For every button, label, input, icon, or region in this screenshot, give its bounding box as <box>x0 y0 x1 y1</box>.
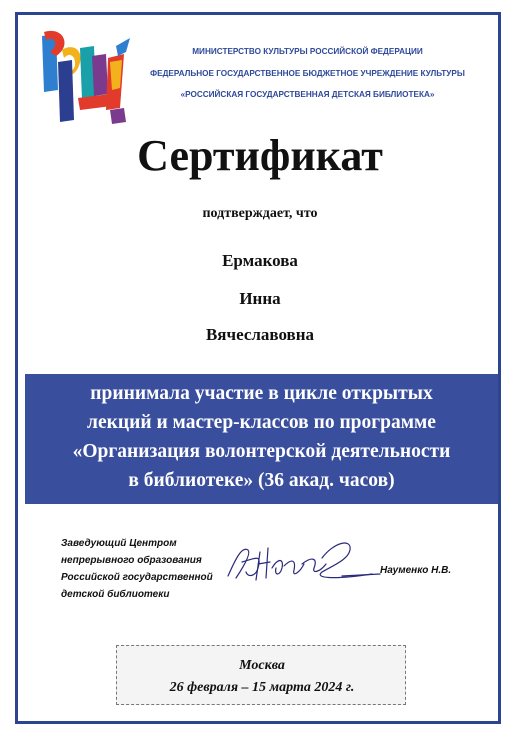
city: Москва <box>239 658 285 673</box>
statement-band <box>25 374 498 504</box>
signatory-position-line: непрерывного образования <box>61 555 202 566</box>
statement-line: лекций и мастер-классов по программе <box>87 412 436 433</box>
surname: Ермакова <box>222 251 298 270</box>
signatory-position-line: Заведующий Центром <box>61 538 177 549</box>
place-date-box <box>116 645 406 705</box>
signatory-position-line: Российской государственной <box>61 572 213 583</box>
rgdb-logo <box>34 28 134 128</box>
statement-line: в библиотеке» (36 акад. часов) <box>128 470 395 491</box>
library-name-line: «РОССИЙСКАЯ ГОСУДАРСТВЕННАЯ ДЕТСКАЯ БИБЛИОТЕКА» <box>180 90 435 99</box>
event-dates: 26 февраля – 15 марта 2024 г. <box>169 680 355 695</box>
ministry-line: МИНИСТЕРСТВО КУЛЬТУРЫ РОССИЙСКОЙ ФЕДЕРАЦИИ <box>192 47 423 56</box>
handwritten-signature <box>222 528 382 588</box>
institution-type-line: ФЕДЕРАЛЬНОЕ ГОСУДАРСТВЕННОЕ БЮДЖЕТНОЕ УЧРЕЖДЕНИЕ КУЛЬТУРЫ <box>150 69 465 78</box>
first-name: Инна <box>239 289 281 308</box>
confirms-text: подтверждает, что <box>202 206 318 221</box>
certificate-title: Сертификат <box>137 131 383 180</box>
patronymic: Вячеславовна <box>205 325 315 344</box>
signatory-position-line: детской библиотеки <box>61 589 170 600</box>
statement-line: «Организация волонтерской деятельности <box>72 441 451 462</box>
signatory-name: Науменко Н.В. <box>380 565 452 576</box>
statement-line: принимала участие в цикле открытых <box>90 383 433 404</box>
